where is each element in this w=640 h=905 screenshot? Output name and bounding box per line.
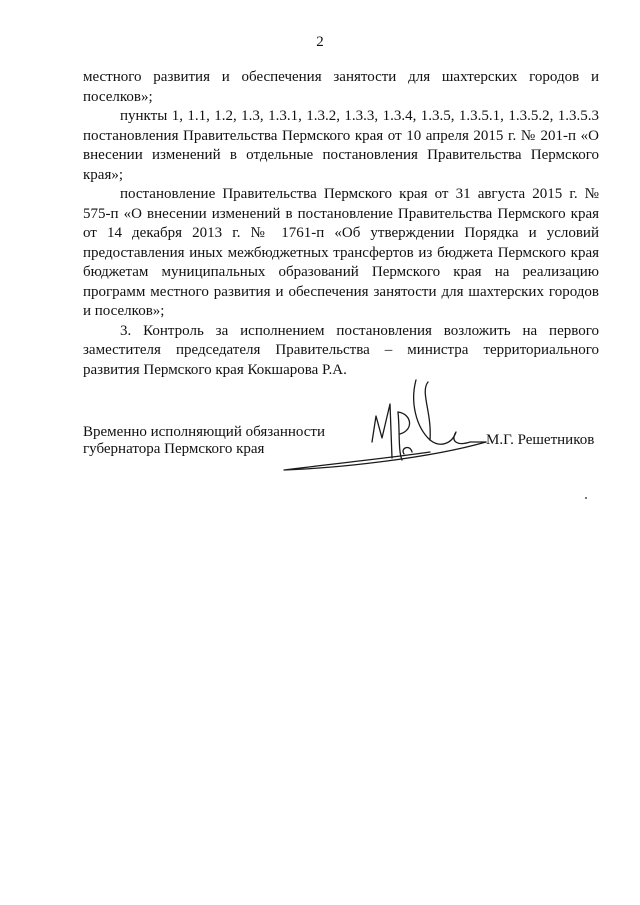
signatory-position-line-1: Временно исполняющий обязанности (83, 424, 326, 440)
scan-artifact (585, 497, 587, 499)
paragraph-continuation: местного развития и обеспечения занятости для шахтерских городов и поселков»; (83, 69, 599, 105)
signatory-position-line-2: губернатора Пермского края (83, 441, 265, 457)
paragraph-items-201p: пункты 1, 1.1, 1.2, 1.3, 1.3.1, 1.3.2, 1.3.3, 1.3.4, 1.3.5, 1.3.5.1, 1.3.5.2, 1.3.5.3 постановления Правительства Пермского края от 10 апреля 2015 г. № 201-п «О внесении изменений в отдельные постановления Правительства Пермского края»; (83, 108, 599, 183)
document-body (83, 68, 599, 380)
paragraph-resolution-575p: постановление Правительства Пермского края от 31 августа 2015 г. № 575-п «О внесении изменений в постановление Правительства Пермского края от 14 декабря 2013 г. № 1761-п «Об утверждении Порядка и условий предоставления иных межбюджетных трансфертов из бюджета Пермского края бюджетам муниципальных образований Пермского края на реализацию программ местного развития и обеспечения занятости для шахтерских городов и поселков»; (83, 186, 599, 319)
paragraph-control-clause: 3. Контроль за исполнением постановления возложить на первого заместителя председателя Правительства – министра территориального развития Пермского края Кокшарова Р.А. (83, 322, 599, 378)
handwritten-signature (280, 372, 490, 472)
page-number: 2 (316, 34, 324, 50)
signatory-name: М.Г. Решетников (486, 432, 595, 448)
